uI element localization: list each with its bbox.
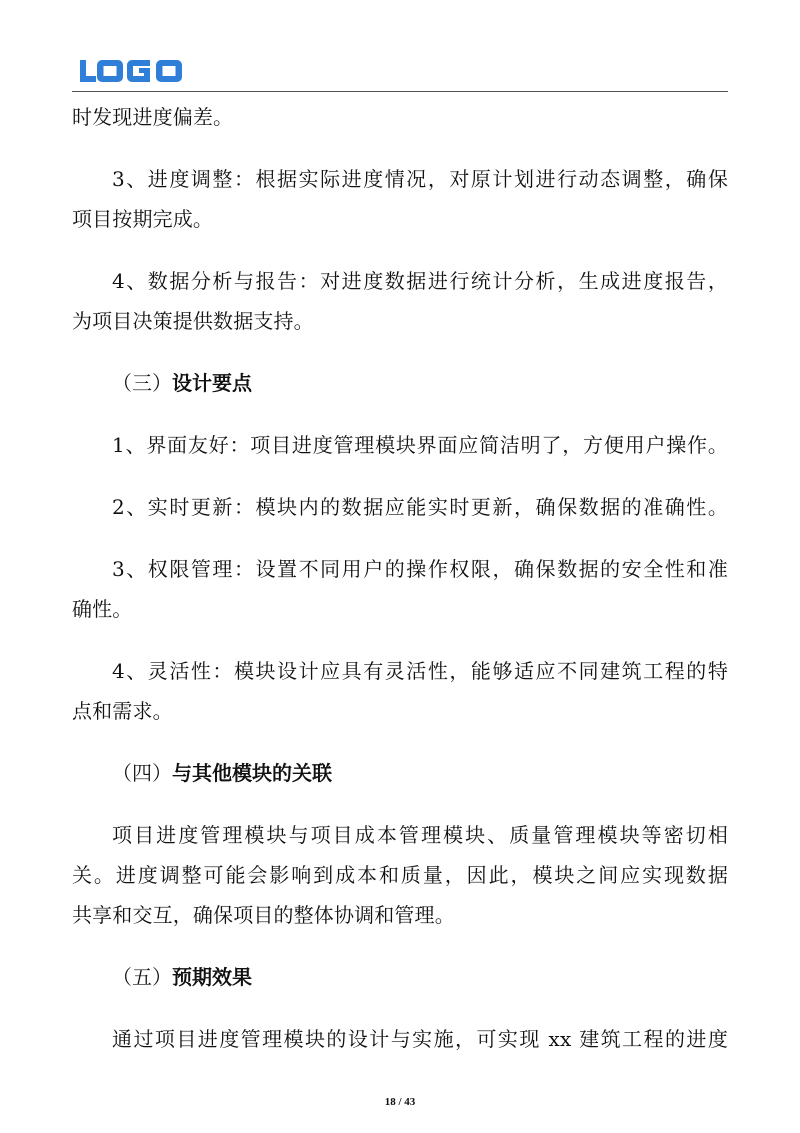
paragraph (72, 487, 728, 527)
logo (78, 54, 188, 90)
paragraph-line: 为项目决策提供数据支持。 (72, 309, 314, 333)
section-number: （四） (112, 761, 172, 785)
paragraph-line: 点和需求。 (72, 699, 173, 723)
paragraph-line: 4、数据分析与报告：对进度数据进行统计分析，生成进度报告， (112, 269, 728, 293)
paragraph (72, 1019, 728, 1059)
logo-graphic (78, 54, 188, 90)
paragraph-line: 关。进度调整可能会影响到成本和质量，因此，模块之间应实现数据 (72, 863, 728, 887)
paragraph (72, 97, 728, 137)
paragraph (72, 159, 728, 239)
document-body (72, 97, 728, 1059)
paragraph-line: 1、界面友好：项目进度管理模块界面应简洁明了，方便用户操作。 (112, 433, 728, 457)
paragraph-line: 3、权限管理：设置不同用户的操作权限，确保数据的安全性和准 (112, 557, 728, 581)
header-divider (72, 91, 728, 92)
paragraph-line: 通过项目进度管理模块的设计与实施，可实现 xx 建筑工程的进度 (112, 1027, 728, 1051)
paragraph-line: 4、灵活性：模块设计应具有灵活性，能够适应不同建筑工程的特 (112, 659, 728, 683)
section-title: 预期效果 (172, 965, 252, 989)
paragraph-line: 共享和交互，确保项目的整体协调和管理。 (72, 903, 455, 927)
paragraph-line: 项目进度管理模块与项目成本管理模块、质量管理模块等密切相 (112, 823, 728, 847)
paragraph-line: 项目按期完成。 (72, 207, 214, 231)
section-title: 与其他模块的关联 (172, 761, 332, 785)
paragraph (72, 549, 728, 629)
paragraph (72, 651, 728, 731)
section-number: （三） (112, 371, 172, 395)
paragraph-line: 2、实时更新：模块内的数据应能实时更新，确保数据的准确性。 (112, 495, 728, 519)
page-number: 18 / 43 (384, 1096, 416, 1108)
section-heading (72, 363, 728, 403)
section-number: （五） (112, 965, 172, 989)
section-heading (72, 753, 728, 793)
section-heading (72, 957, 728, 997)
paragraph (72, 261, 728, 341)
paragraph (72, 425, 728, 465)
paragraph-line: 时发现进度偏差。 (72, 105, 234, 129)
paragraph (72, 815, 728, 935)
section-title: 设计要点 (172, 371, 252, 395)
paragraph-line: 确性。 (72, 597, 133, 621)
paragraph-line: 3、进度调整：根据实际进度情况，对原计划进行动态调整，确保 (112, 167, 728, 191)
